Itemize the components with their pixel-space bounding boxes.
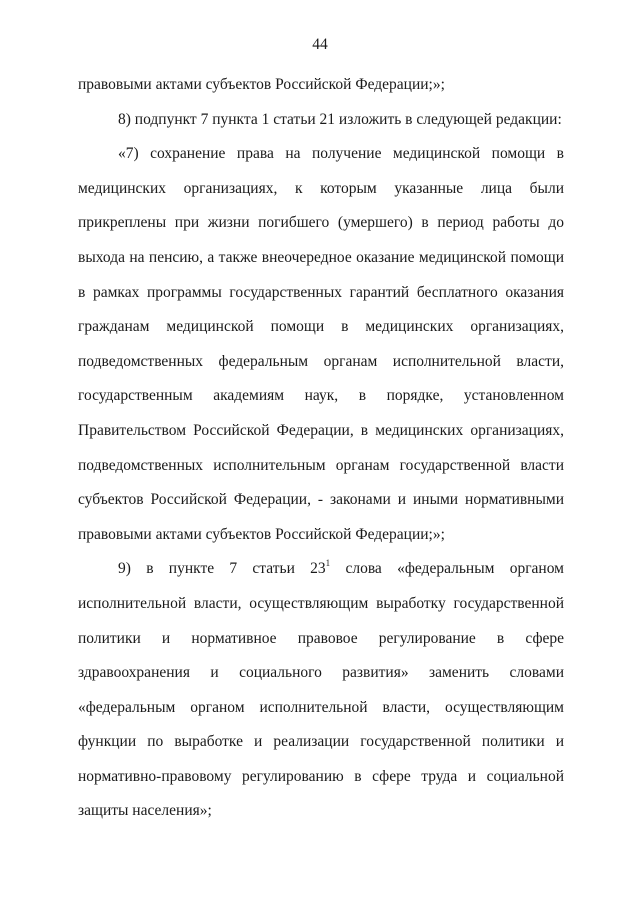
- paragraph-item-9: [78, 552, 564, 829]
- item-9-text-start: 9) в пункте 7 статьи 23: [118, 560, 326, 578]
- paragraph-quoted-subitem-7: «7) сохранение права на получение медицинской помощи в медицинских организациях, к которым указанные лица были прикреплены при жизни погибшего (умершего) в период работы до выхода на пенсию, а также внеочередное оказание медицинской помощи в рамках программы государственных гарантий бесплатного оказания гражданам медицинской помощи в медицинских организациях, подведомственных федеральным органам исполнительной власти, государственным академиям наук, в порядке, установленном Правительством Российской Федерации, в медицинских организациях, подведомственных исполнительным органам государственной власти субъектов Российской Федерации, - законами и иными нормативными правовыми актами субъектов Российской Федерации;»;: [78, 145, 564, 543]
- item-9-text-rest: слова «федеральным органом исполнительной власти, осуществляющим выработку государственной политики и нормативное правовое регулирование в сфере здравоохранения и социального развития» заменить словами «федеральным органом исполнительной власти, осуществляющим функции по выработке и реализации государственной политики и нормативно-правовому регулированию в сфере труда и социальной защиты населения»;: [78, 560, 564, 820]
- page-number: 44: [312, 36, 328, 53]
- document-body: [78, 68, 564, 829]
- paragraph-continuation: правовыми актами субъектов Российской Федерации;»;: [78, 76, 445, 93]
- paragraph-item-8: 8) подпункт 7 пункта 1 статьи 21 изложить в следующей редакции:: [118, 110, 562, 128]
- article-superscript: 1: [325, 558, 331, 569]
